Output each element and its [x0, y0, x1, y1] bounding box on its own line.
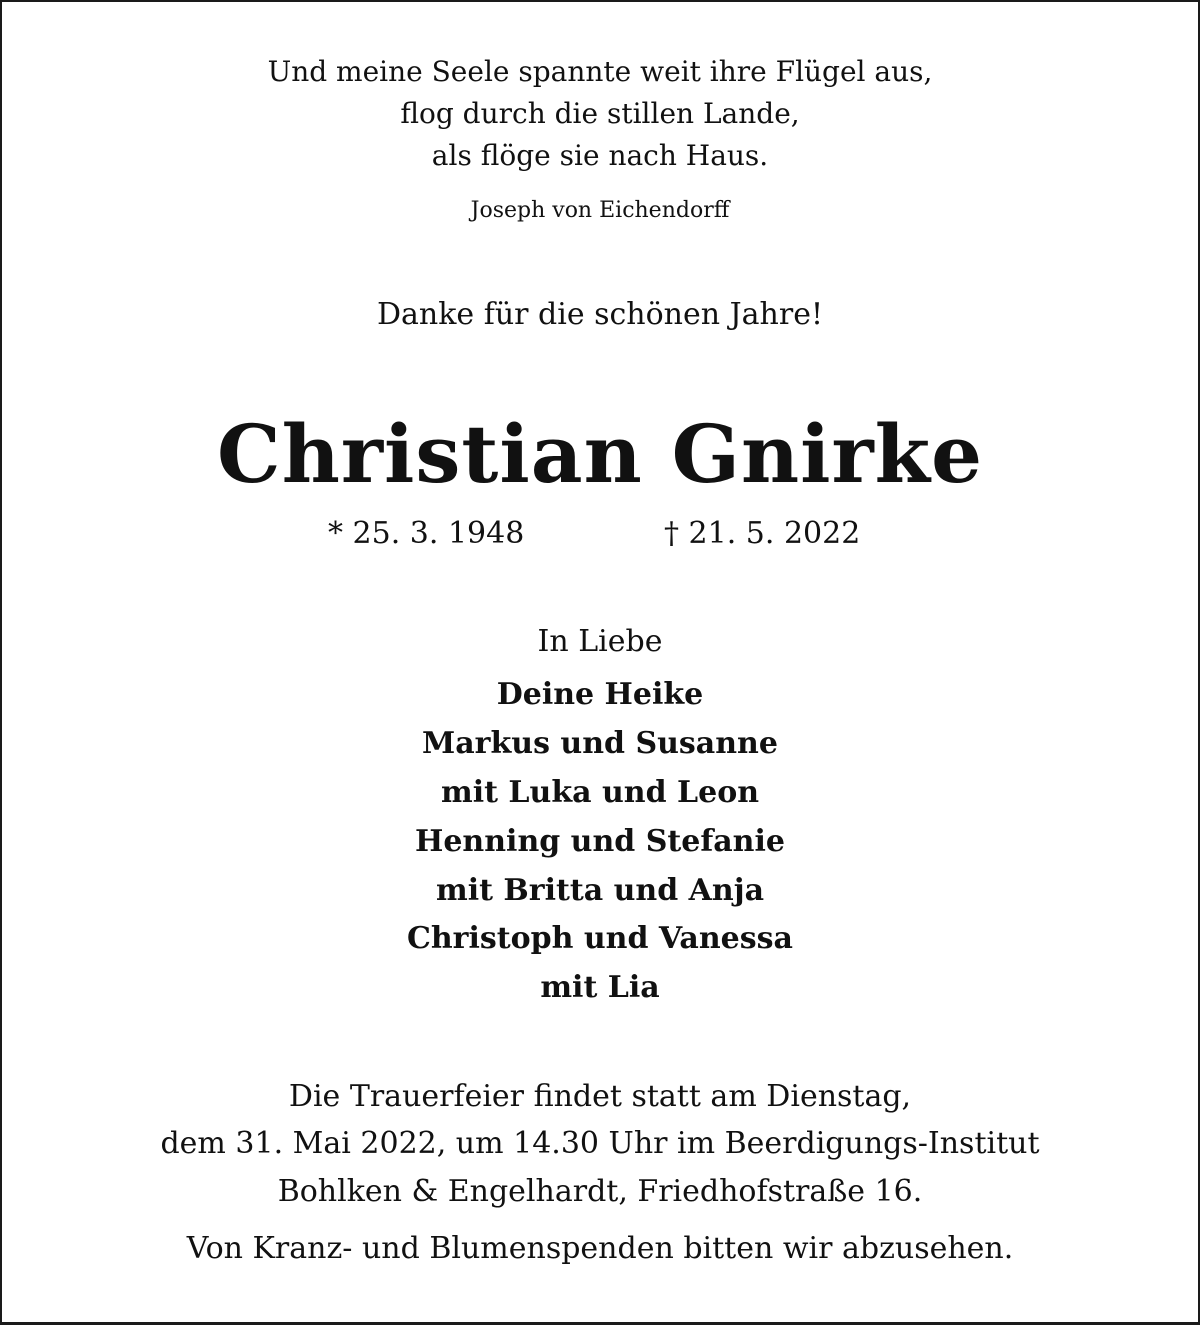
service-line-1: Die Trauerfeier findet statt am Dienstag, [288, 1079, 912, 1114]
mourner-name: Markus und Susanne [422, 726, 778, 761]
mourner-name: Deine Heike [496, 677, 704, 712]
mourner-name: mit Luka und Leon [440, 775, 760, 810]
poem-line-3: als flöge sie nach Haus. [431, 139, 769, 172]
mourner-name: mit Britta und Anja [435, 873, 765, 908]
mourner-name: Henning und Stefanie [415, 824, 785, 859]
mourner-name: Christoph und Vanessa [406, 921, 793, 956]
service-line-2: dem 31. Mai 2022, um 14.30 Uhr im Beerdigungs-Institut [160, 1126, 1040, 1161]
mourners-intro: In Liebe [537, 624, 663, 659]
death-date: † 21. 5. 2022 [664, 516, 861, 551]
poem-author: Joseph von Eichendorff [470, 198, 730, 223]
service-line-3: Bohlken & Engelhardt, Friedhofstraße 16. [277, 1174, 923, 1209]
thanks-line: Danke für die schönen Jahre! [376, 297, 823, 332]
flowers-note: Von Kranz- und Blumenspenden bitten wir abzusehen. [186, 1231, 1014, 1266]
mourner-name: mit Lia [540, 970, 660, 1005]
deceased-name: Christian Gnirke [217, 407, 983, 501]
poem-line-1: Und meine Seele spannte weit ihre Flügel aus, [267, 55, 933, 88]
poem-line-2: flog durch die stillen Lande, [400, 97, 800, 130]
birth-date: * 25. 3. 1948 [328, 516, 525, 551]
